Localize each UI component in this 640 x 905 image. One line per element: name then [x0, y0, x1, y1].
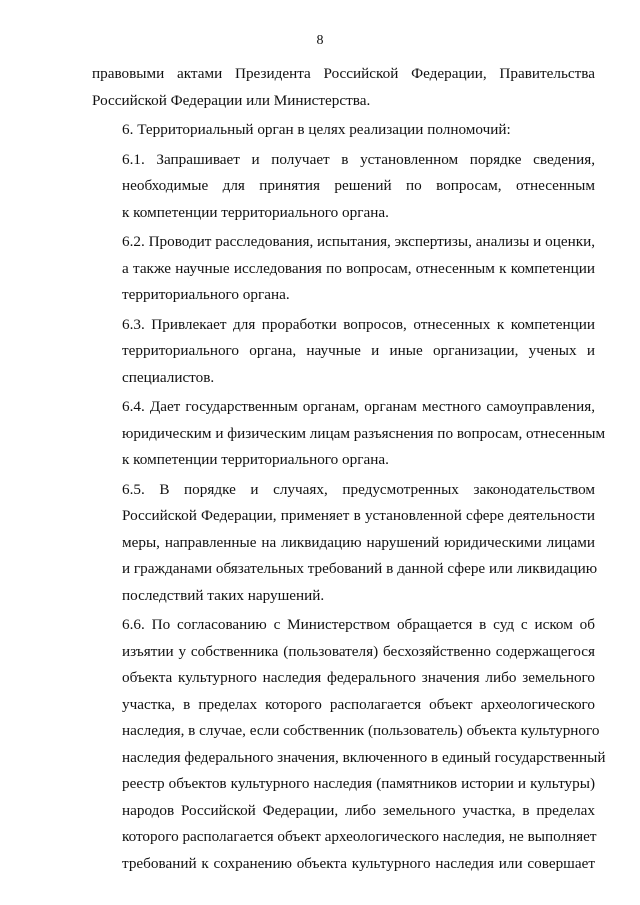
paragraph-p6	[92, 117, 595, 144]
text-line: а также научные исследования по вопросам, отнесенным к компетенции	[122, 259, 595, 277]
text-line: территориального органа.	[122, 286, 290, 303]
text-line: меры, направленные на ликвидацию нарушений юридическими лицами	[122, 533, 595, 551]
text-line: 6.4. Дает государственным органам, органам местного самоуправления,	[122, 398, 595, 415]
text-line: требований к сохранению объекта культурного наследия или совершает	[122, 854, 595, 872]
text-line: изъятии у собственника (пользователя) бесхозяйственно содержащегося	[122, 642, 595, 660]
paragraph-p6-2	[92, 229, 595, 309]
text-line: реестр объектов культурного наследия (памятников истории и культуры)	[122, 775, 595, 792]
text-line: 6.3. Привлекает для проработки вопросов, отнесенных к компетенции	[122, 315, 595, 333]
paragraph-p6-3	[92, 312, 595, 392]
text-line: 6. Территориальный орган в целях реализации полномочий:	[122, 121, 511, 138]
text-line: специалистов.	[122, 368, 215, 386]
text-line: необходимые для принятия решений по вопросам, отнесенным	[122, 177, 595, 194]
text-line: Российской Федерации, применяет в установленной сфере деятельности	[122, 507, 595, 524]
text-line: 6.1. Запрашивает и получает в установленном порядке сведения,	[122, 150, 595, 168]
paragraph-cont	[92, 61, 595, 114]
paragraph-p6-5	[92, 477, 598, 610]
text-line: наследия, в случае, если собственник (пользователь) объекта культурного	[122, 722, 600, 739]
text-line: и гражданами обязательных требований в данной сфере или ликвидацию	[122, 560, 598, 577]
paragraph-p6-6	[92, 612, 606, 877]
paragraph-p6-1	[92, 147, 595, 227]
text-line: к компетенции территориального органа.	[122, 451, 389, 468]
text-line: Российской Федерации или Министерства.	[92, 91, 371, 109]
text-line: правовыми актами Президента Российской Федерации, Правительства	[92, 65, 595, 82]
page-number: 8	[316, 33, 324, 48]
text-line: объекта культурного наследия федерального значения либо земельного	[122, 669, 595, 686]
text-line: 6.6. По согласованию с Министерством обращается в суд с иском об	[122, 616, 595, 633]
text-line: участка, в пределах которого располагается объект археологического	[122, 695, 595, 713]
text-line: территориального органа, научные и иные организации, ученых и	[122, 342, 595, 359]
text-line: юридическим и физическим лицам разъяснения по вопросам, отнесенным	[122, 424, 606, 442]
text-line: 6.5. В порядке и случаях, предусмотренных законодательством	[122, 480, 595, 498]
text-line: 6.2. Проводит расследования, испытания, экспертизы, анализы и оценки,	[122, 233, 595, 250]
paragraph-p6-4	[92, 394, 606, 474]
text-line: которого располагается объект археологического наследия, не выполняет	[122, 828, 597, 845]
text-line: наследия федерального значения, включенного в единый государственный	[122, 748, 606, 766]
text-line: к компетенции территориального органа.	[122, 203, 389, 221]
text-line: последствий таких нарушений.	[122, 586, 325, 604]
text-line: народов Российской Федерации, либо земельного участка, в пределах	[122, 801, 595, 819]
document-body	[92, 61, 606, 880]
